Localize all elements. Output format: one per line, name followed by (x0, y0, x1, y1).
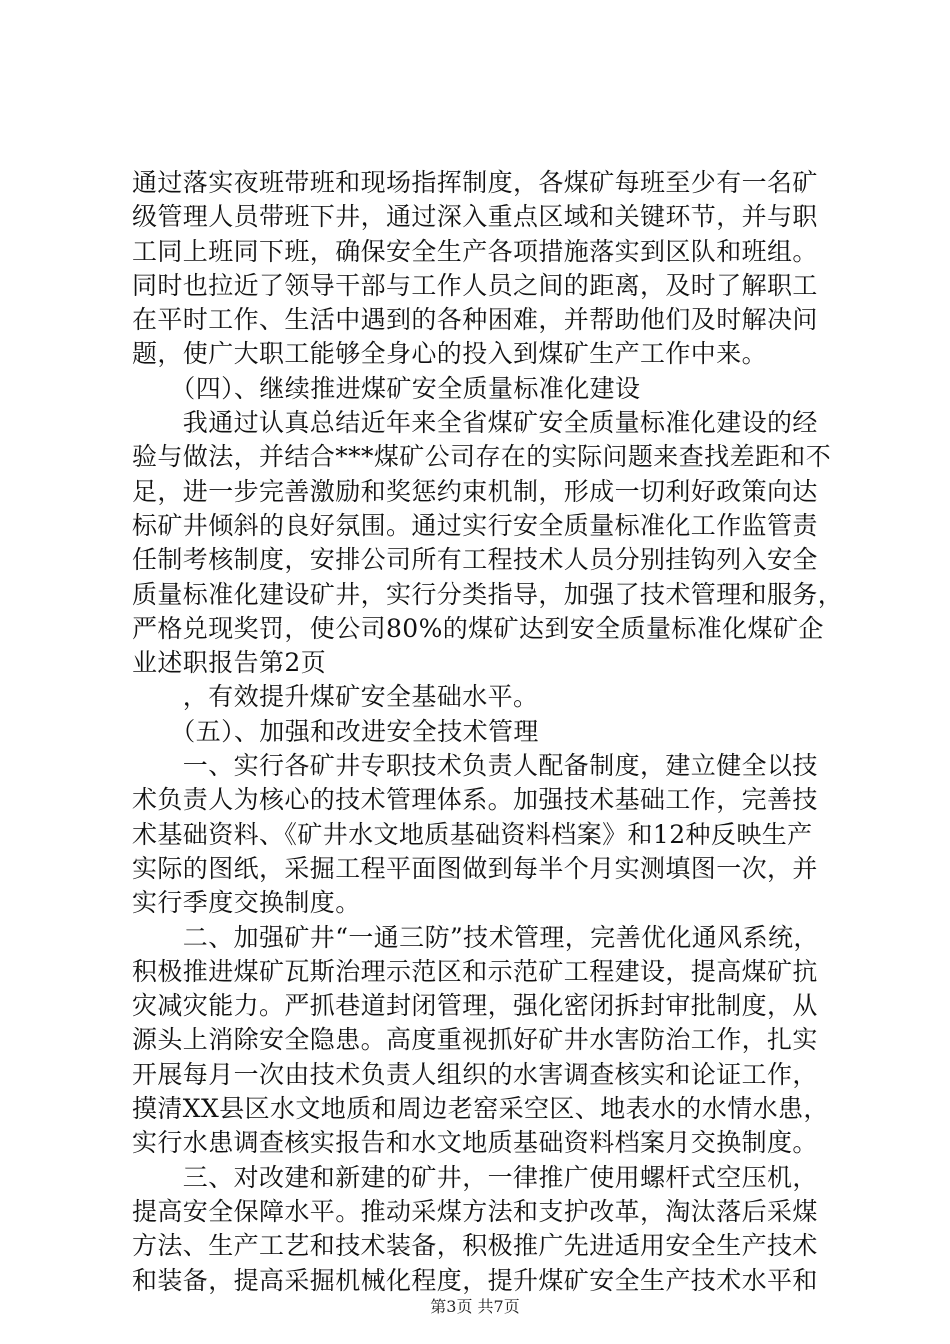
text-line: 和装备，提高采掘机械化程度，提升煤矿安全生产技术水平和 (132, 1265, 818, 1295)
text-line: 同时也拉近了领导干部与工作人员之间的距离，及时了解职工 (132, 270, 818, 300)
text-line: 我通过认真总结近年来全省煤矿安全质量标准化建设的经 (132, 408, 818, 438)
text-line: 标矿井倾斜的良好氛围。通过实行安全质量标准化工作监管责 (132, 510, 818, 540)
text-line: ，有效提升煤矿安全基础水平。 (132, 682, 539, 712)
text-line: 足，进一步完善激励和奖惩约束机制，形成一切利好政策向达 (132, 476, 818, 506)
text-line: 提高安全保障水平。推动采煤方法和支护改革，淘汰落后采煤 (132, 1196, 818, 1226)
text-line: 题，使广大职工能够全身心的投入到煤矿生产工作中来。 (132, 339, 768, 369)
text-line: 在平时工作、生活中遇到的各种困难，并帮助他们及时解决问 (132, 305, 818, 335)
text-line: 工同上班同下班，确保安全生产各项措施落实到区队和班组。 (132, 236, 818, 266)
text-line: 业述职报告第2页 (132, 648, 327, 678)
text-line: 通过落实夜班带班和现场指挥制度，各煤矿每班至少有一名矿 (132, 168, 818, 197)
text-line: 源头上消除安全隐患。高度重视抓好矿井水害防治工作，扎实 (132, 1025, 818, 1055)
text-line: 术基础资料、《矿井水文地质基础资料档案》和12种反映生产 (132, 819, 813, 849)
text-line: 开展每月一次由技术负责人组织的水害调查核实和论证工作， (132, 1059, 818, 1089)
text-line: 方法、生产工艺和技术装备，积极推广先进适用安全生产技术 (132, 1231, 818, 1261)
text-line: 一、实行各矿井专职技术负责人配备制度，建立健全以技 (132, 751, 818, 781)
text-line: 实行季度交换制度。 (132, 888, 361, 918)
text-line: （四）、继续推进煤矿安全质量标准化建设 (132, 373, 641, 403)
text-line: 任制考核制度，安排公司所有工程技术人员分别挂钩列入安全 (132, 545, 818, 575)
text-line: 摸清XX县区水文地质和周边老窑采空区、地表水的水情水患， (132, 1094, 829, 1124)
text-line: 验与做法，并结合***煤矿公司存在的实际问题来查找差距和不 (132, 442, 832, 472)
text-line: 术负责人为核心的技术管理体系。加强技术基础工作，完善技 (132, 785, 818, 815)
text-line: 实行水患调查核实报告和水文地质基础资料档案月交换制度。 (132, 1128, 818, 1158)
text-line: 严格兑现奖罚，使公司80%的煤矿达到安全质量标准化煤矿企 (132, 613, 824, 643)
document-body (132, 166, 844, 1298)
text-line: 实际的图纸，采掘工程平面图做到每半个月实测填图一次，并 (132, 853, 818, 883)
text-line: （五）、加强和改进安全技术管理 (132, 716, 539, 746)
text-line: 三、对改建和新建的矿井，一律推广使用螺杆式空压机， (132, 1162, 818, 1192)
text-line: 质量标准化建设矿井，实行分类指导，加强了技术管理和服务， (132, 579, 844, 609)
text-line: 积极推进煤矿瓦斯治理示范区和示范矿工程建设，提高煤矿抗 (132, 956, 818, 986)
page-footer: 第3页 共7页 (430, 1297, 520, 1316)
text-line: 灾减灾能力。严抓巷道封闭管理，强化密闭拆封审批制度，从 (132, 991, 818, 1021)
text-line: 二、加强矿井“一通三防”技术管理，完善优化通风系统， (132, 922, 819, 952)
text-line: 级管理人员带班下井，通过深入重点区域和关键环节，并与职 (132, 202, 818, 232)
